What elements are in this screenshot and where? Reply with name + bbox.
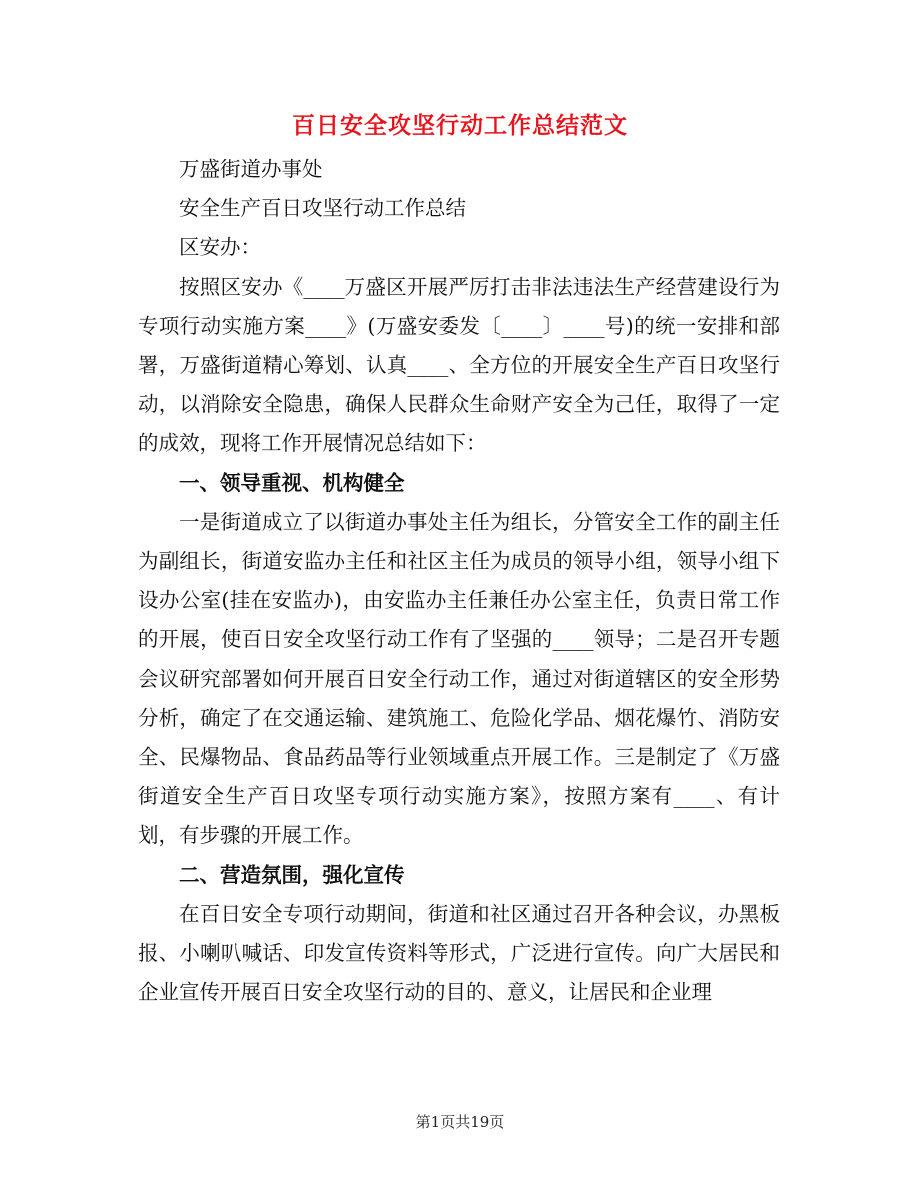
section-heading-1: 一、领导重视、机构健全 — [179, 470, 405, 495]
intro-paragraph: 按照区安办《____万盛区开展严厉打击非法违法生产经营建设行为专项行动实施方案____》(万盛安委发〔____〕____号)的统一安排和部署，万盛街道精心筹划、认真____、全方位的开展安全生产百日攻坚行动，以消除安全隐患，确保人民群众生命财产安全为己任，取得了一定的成效，现将工作开展情况总结如下： — [138, 274, 780, 456]
section-2-paragraph: 在百日安全专项行动期间，街道和社区通过召开各种会议，办黑板报、小喇叭喊话、印发宣传资料等形式，广泛进行宣传。向广大居民和企业宣传开展百日安全攻坚行动的目的、意义，让居民和企业理 — [138, 901, 780, 1005]
recipient-line: 区安办： — [179, 235, 261, 260]
section-heading-2: 二、营造氛围，强化宣传 — [179, 862, 405, 887]
addressee-office: 万盛街道办事处 — [179, 157, 323, 181]
section-1-paragraph: 一是街道成立了以街道办事处主任为组长，分管安全工作的副主任为副组长，街道安监办主任和社区主任为成员的领导小组，领导小组下设办公室(挂在安监办)，由安监办主任兼任办公室主任，负责日常工作的开展，使百日安全攻坚行动工作有了坚强的____领导；二是召开专题会议研究部署如何开展百日安全行动工作，通过对街道辖区的安全形势分析，确定了在交通运输、建筑施工、危险化学品、烟花爆竹、消防安全、民爆物品、食品药品等行业领域重点开展工作。三是制定了《万盛街道安全生产百日攻坚专项行动实施方案》，按照方案有____、有计划，有步骤的开展工作。 — [138, 509, 780, 848]
report-subtitle: 安全生产百日攻坚行动工作总结 — [179, 196, 466, 221]
page-number: 第1页共19页 — [415, 1113, 505, 1131]
document-body — [138, 150, 780, 1012]
document-title: 百日安全攻坚行动工作总结范文 — [292, 112, 628, 139]
